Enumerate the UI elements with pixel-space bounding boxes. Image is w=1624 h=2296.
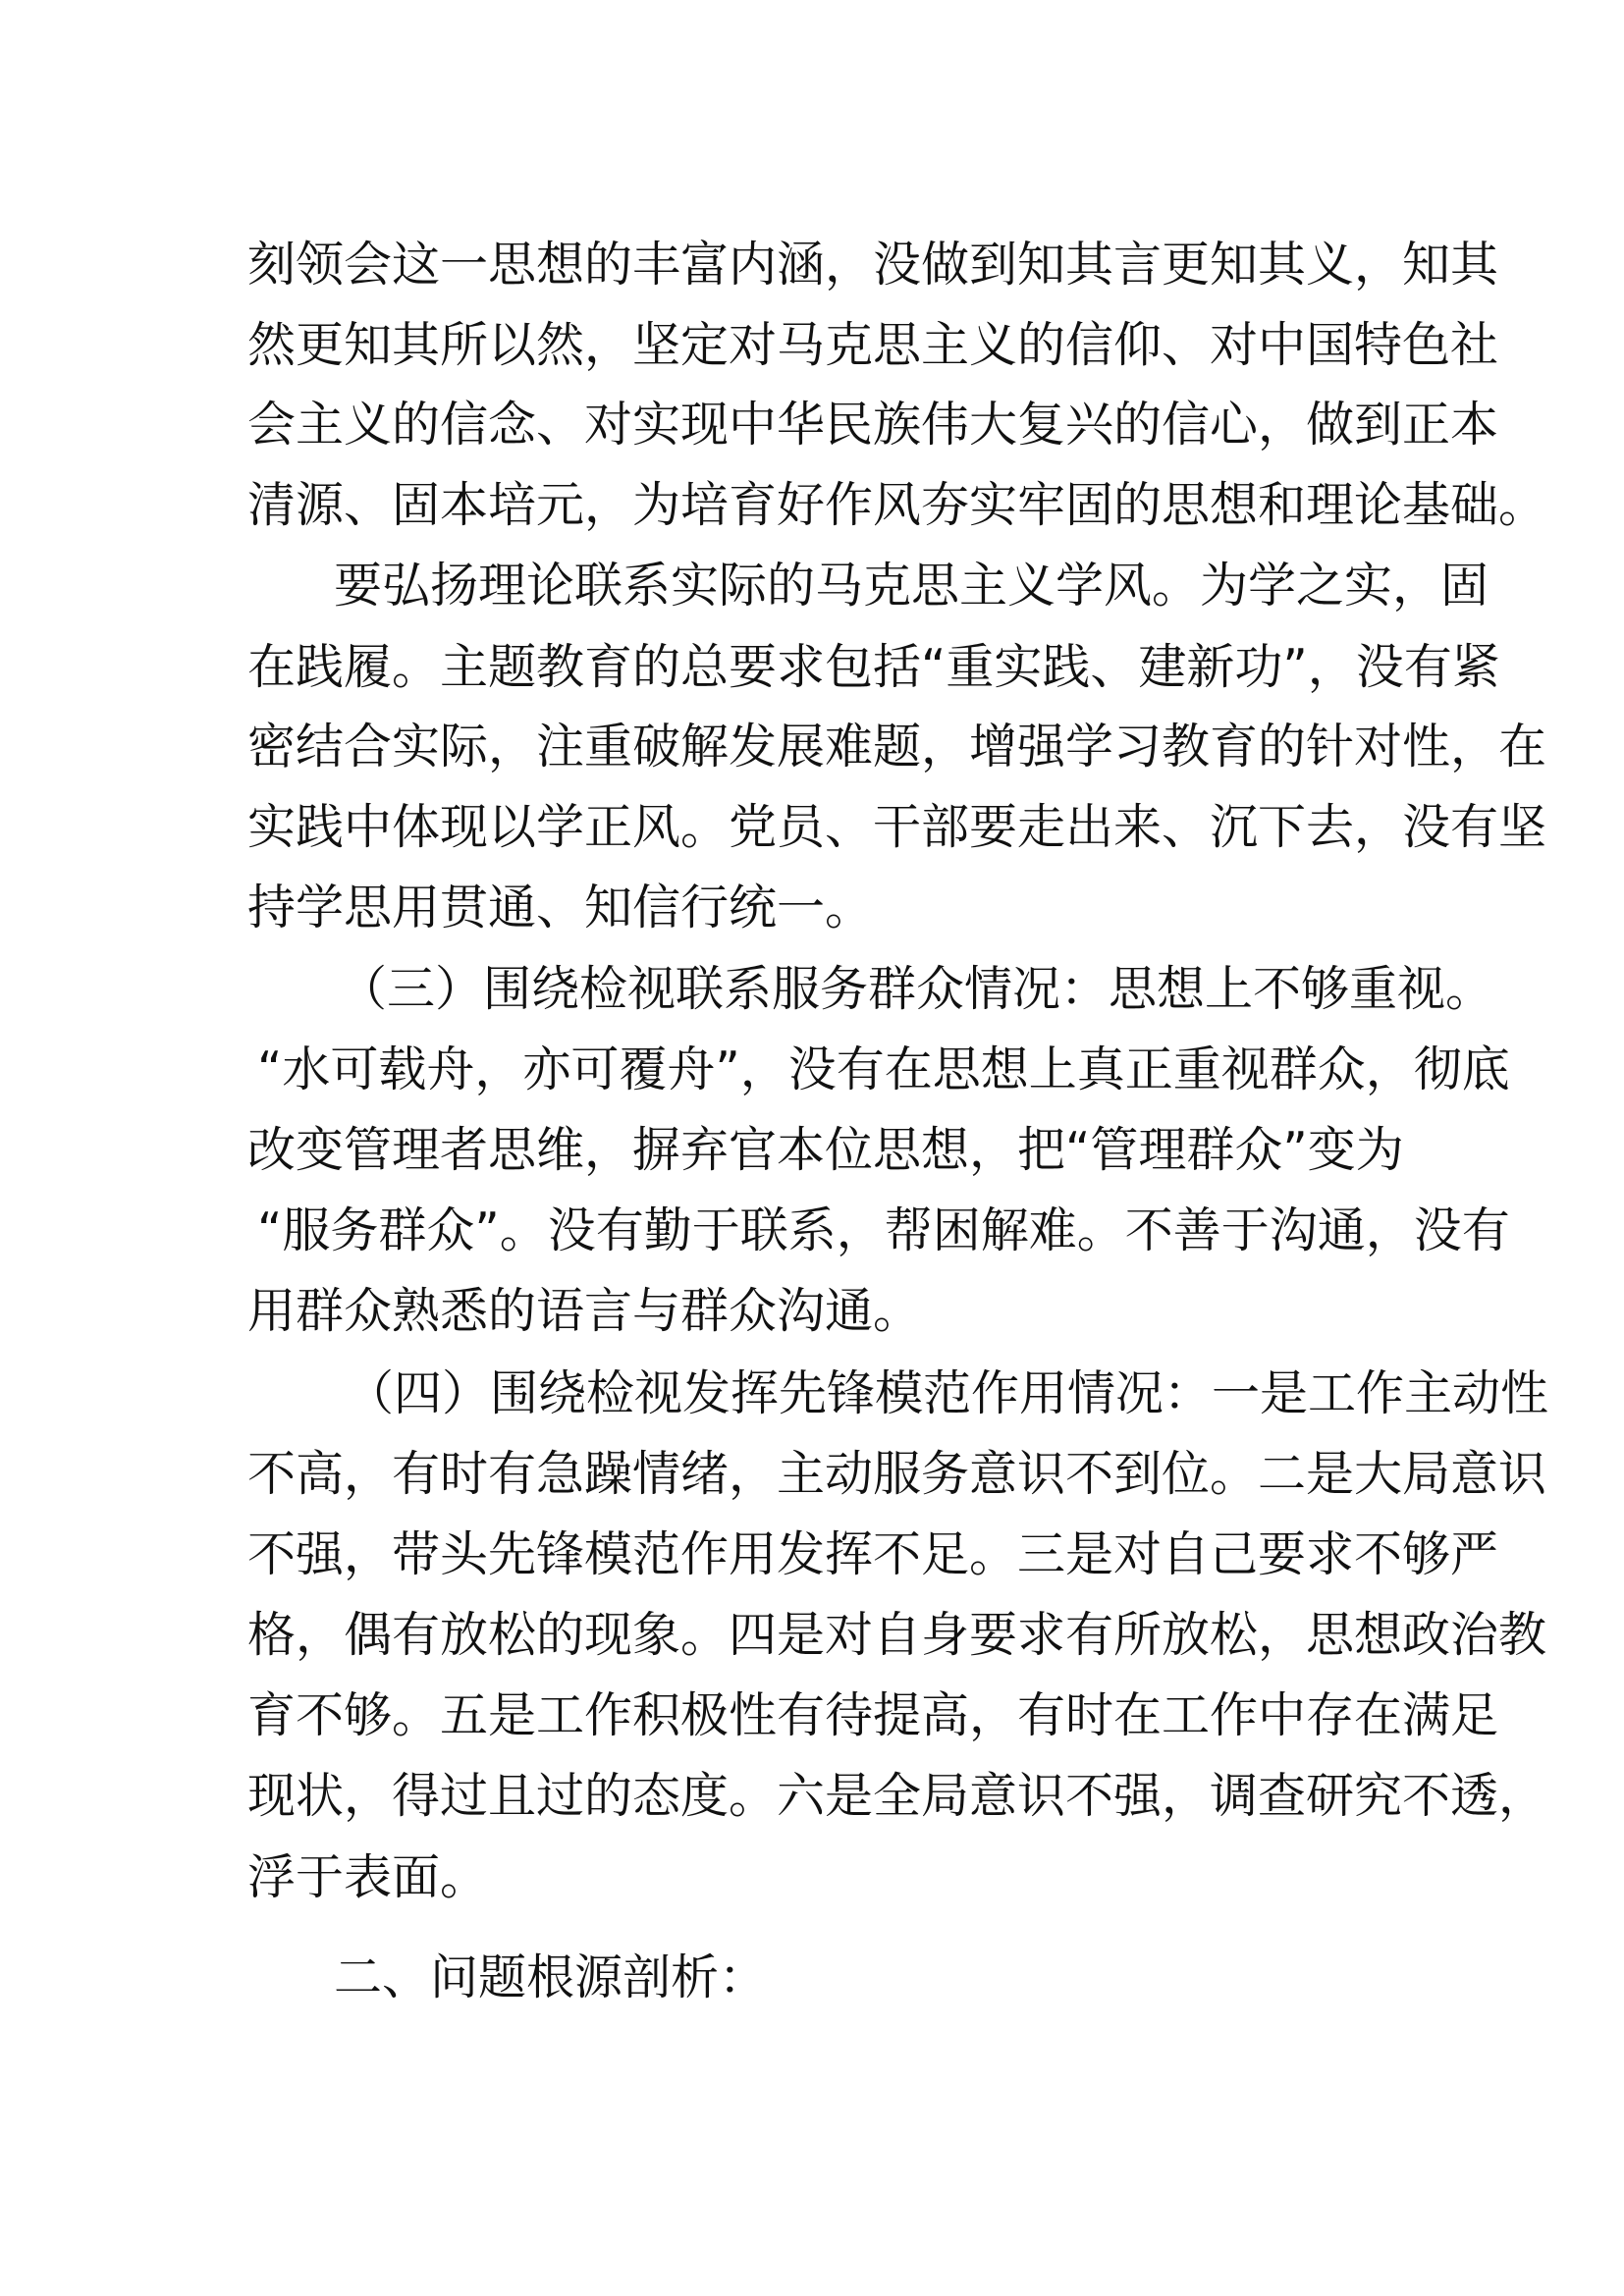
paragraph-line: 会主义的信念、对实现中华民族伟大复兴的信心，做到正本 xyxy=(247,397,1499,453)
paragraph-line: 格，偶有放松的现象。四是对自身要求有所放松，思想政治教 xyxy=(247,1607,1547,1663)
paragraph-line: 不高，有时有急躁情绪，主动服务意识不到位。二是大局意识 xyxy=(247,1446,1547,1502)
paragraph-last-line: 浮于表面。 xyxy=(247,1849,489,1905)
paragraph-line: 清源、固本培元，为培育好作风夯实牢固的思想和理论基础。 xyxy=(247,477,1547,533)
paragraph-line: 不强，带头先锋模范作用发挥不足。三是对自己要求不够严 xyxy=(247,1526,1499,1582)
paragraph-line: “服务群众”。没有勤于联系，帮困解难。不善于沟通，没有 xyxy=(257,1202,1510,1258)
paragraph-line: 改变管理者思维，摒弃官本位思想，把“管理群众”变为 xyxy=(247,1122,1404,1178)
paragraph-line: 现状，得过且过的态度。六是全局意识不强，调查研究不透， xyxy=(247,1768,1547,1824)
paragraph-line: 然更知其所以然，坚定对马克思主义的信仰、对中国特色社 xyxy=(247,317,1499,373)
section-heading-3: （三）围绕检视联系服务群众情况：思想上不够重视。 xyxy=(339,961,1494,1017)
paragraph-last-line: 持学思用贯通、知信行统一。 xyxy=(247,880,874,935)
section-heading-4: （四）围绕检视发挥先锋模范作用情况：一是工作主动性 xyxy=(346,1365,1549,1421)
paragraph-line: 育不够。五是工作积极性有待提高，有时在工作中存在满足 xyxy=(247,1687,1499,1743)
paragraph-last-line: 用群众熟悉的语言与群众沟通。 xyxy=(247,1283,922,1339)
paragraph-first-line: 要弘扬理论联系实际的马克思主义学风。为学之实，固 xyxy=(334,558,1489,614)
paragraph-line: 密结合实际，注重破解发展难题，增强学习教育的针对性，在 xyxy=(247,719,1547,774)
section-heading-2: 二、问题根源剖析： xyxy=(334,1949,768,2005)
paragraph-line: “水可载舟，亦可覆舟”，没有在思想上真正重视群众，彻底 xyxy=(257,1041,1510,1097)
paragraph-line: 在践履。主题教育的总要求包括“重实践、建新功”，没有紧 xyxy=(247,639,1500,695)
paragraph-line: 刻领会这一思想的丰富内涵，没做到知其言更知其义，知其 xyxy=(247,237,1499,293)
paragraph-line: 实践中体现以学正风。党员、干部要走出来、沉下去，没有坚 xyxy=(247,799,1547,855)
